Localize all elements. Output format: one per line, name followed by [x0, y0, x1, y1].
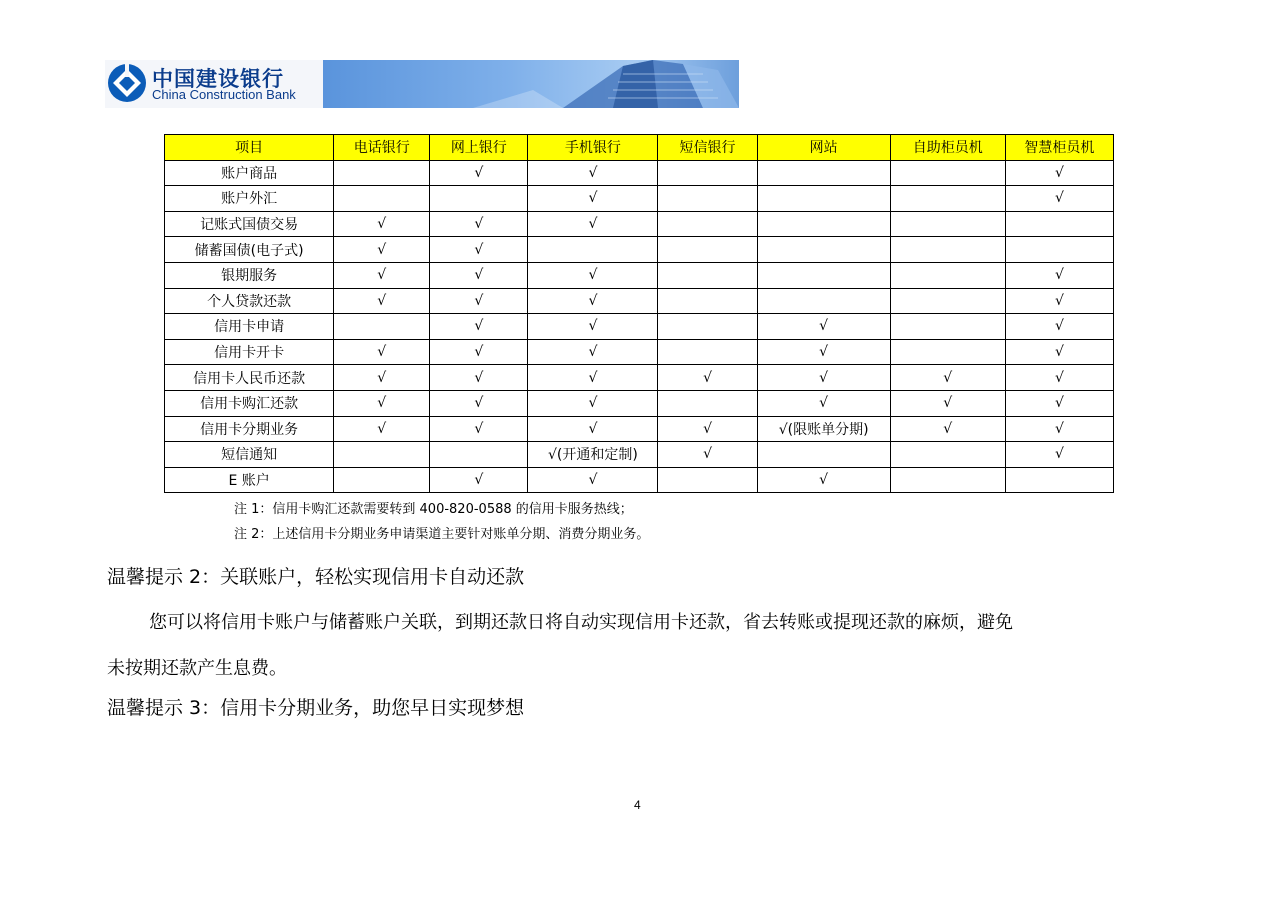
channel-cell: √ [430, 416, 528, 442]
channel-cell: √ [430, 390, 528, 416]
row-label-cell: 短信通知 [165, 442, 334, 468]
column-header: 智慧柜员机 [1005, 135, 1113, 161]
row-label-cell: 银期服务 [165, 262, 334, 288]
channel-cell: √ [528, 186, 658, 212]
channel-cell: √ [528, 390, 658, 416]
channel-cell [334, 442, 430, 468]
table-row [165, 262, 1114, 288]
page-number: 4 [634, 798, 641, 812]
channel-cell: √ [528, 339, 658, 365]
channel-cell: √ [890, 416, 1005, 442]
channel-cell [658, 288, 757, 314]
channel-cell: √ [1005, 262, 1113, 288]
channel-cell: √ [528, 211, 658, 237]
row-label-cell: 账户商品 [165, 160, 334, 186]
channel-cell [757, 262, 890, 288]
column-header: 手机银行 [528, 135, 658, 161]
channel-cell [658, 314, 757, 340]
row-label-cell: E 账户 [165, 467, 334, 493]
table-row [165, 160, 1114, 186]
channel-cell [757, 211, 890, 237]
column-header: 短信银行 [658, 135, 757, 161]
channel-cell: √ [528, 365, 658, 391]
channel-cell: √ [757, 467, 890, 493]
channel-cell [658, 237, 757, 263]
channel-cell [658, 186, 757, 212]
channel-cell: √ [528, 288, 658, 314]
channel-cell: √ [658, 442, 757, 468]
channel-cell [757, 237, 890, 263]
logo-chinese-name: 中国建设银行 [152, 67, 284, 91]
column-header: 电话银行 [334, 135, 430, 161]
channel-cell: √ [1005, 365, 1113, 391]
channel-cell [890, 186, 1005, 212]
table-row [165, 442, 1114, 468]
tip-2-paragraph-line-1: 您可以将信用卡账户与储蓄账户关联，到期还款日将自动实现信用卡还款，省去转账或提现还款的麻烦，避免 [149, 612, 1013, 633]
header-banner [105, 60, 739, 108]
column-header: 网站 [757, 135, 890, 161]
table-row [165, 416, 1114, 442]
channel-cell: √ [890, 390, 1005, 416]
channel-cell [334, 160, 430, 186]
row-label-cell: 信用卡人民币还款 [165, 365, 334, 391]
channel-cell [1005, 467, 1113, 493]
table-row [165, 288, 1114, 314]
channel-cell: √ [430, 339, 528, 365]
channel-cell: √ [430, 262, 528, 288]
row-label-cell: 记账式国债交易 [165, 211, 334, 237]
table-row [165, 314, 1114, 340]
channel-cell [430, 186, 528, 212]
bank-logo [105, 60, 323, 108]
table-row [165, 237, 1114, 263]
channel-cell [890, 237, 1005, 263]
channel-cell [1005, 237, 1113, 263]
row-label-cell: 信用卡购汇还款 [165, 390, 334, 416]
channel-cell: √ [528, 314, 658, 340]
channel-cell [890, 339, 1005, 365]
service-channel-table [164, 134, 1114, 493]
channel-cell [757, 160, 890, 186]
channel-cell: √ [1005, 186, 1113, 212]
channel-cell [1005, 211, 1113, 237]
channel-cell: √ [334, 390, 430, 416]
channel-cell [890, 211, 1005, 237]
channel-cell [334, 467, 430, 493]
channel-cell: √ [1005, 442, 1113, 468]
tip-2-paragraph-line-2: 未按期还款产生息费。 [107, 658, 287, 679]
channel-cell: √ [528, 416, 658, 442]
channel-cell: √ [1005, 339, 1113, 365]
channel-cell: √ [430, 365, 528, 391]
channel-cell: √ [528, 262, 658, 288]
channel-cell: √ [334, 262, 430, 288]
channel-cell: √ [757, 314, 890, 340]
channel-cell: √ [757, 365, 890, 391]
channel-cell [658, 262, 757, 288]
channel-cell [658, 390, 757, 416]
channel-cell [890, 262, 1005, 288]
table-row [165, 467, 1114, 493]
table-note-2: 注 2：上述信用卡分期业务申请渠道主要针对账单分期、消费分期业务。 [234, 527, 650, 542]
table-row [165, 186, 1114, 212]
channel-cell [430, 442, 528, 468]
channel-cell: √ [334, 416, 430, 442]
channel-cell: √ [658, 416, 757, 442]
channel-cell [658, 467, 757, 493]
row-label-cell: 信用卡申请 [165, 314, 334, 340]
channel-cell: √ [334, 339, 430, 365]
channel-cell [334, 314, 430, 340]
channel-cell [658, 160, 757, 186]
channel-cell: √ [430, 160, 528, 186]
channel-cell: √ [1005, 160, 1113, 186]
channel-cell: √ [334, 211, 430, 237]
channel-cell: √ [430, 288, 528, 314]
table-header-row [165, 135, 1114, 161]
channel-cell [890, 160, 1005, 186]
row-label-cell: 账户外汇 [165, 186, 334, 212]
channel-cell: √ [430, 237, 528, 263]
channel-cell: √ [430, 467, 528, 493]
tip-2-title: 温馨提示 2：关联账户，轻松实现信用卡自动还款 [107, 566, 525, 588]
channel-cell: √ [890, 365, 1005, 391]
channel-cell [890, 467, 1005, 493]
channel-cell [890, 442, 1005, 468]
channel-cell: √(开通和定制) [528, 442, 658, 468]
channel-cell: √ [334, 365, 430, 391]
building-graphic [323, 60, 739, 108]
channel-cell: √ [658, 365, 757, 391]
channel-cell: √ [1005, 390, 1113, 416]
channel-cell [890, 314, 1005, 340]
ccb-logo-icon [107, 63, 147, 103]
row-label-cell: 储蓄国债(电子式) [165, 237, 334, 263]
channel-cell [658, 339, 757, 365]
channel-cell: √ [528, 160, 658, 186]
channel-cell [757, 442, 890, 468]
channel-cell: √ [430, 211, 528, 237]
table-row [165, 365, 1114, 391]
column-header: 自助柜员机 [890, 135, 1005, 161]
column-header: 项目 [165, 135, 334, 161]
row-label-cell: 个人贷款还款 [165, 288, 334, 314]
channel-cell [757, 288, 890, 314]
channel-cell: √ [528, 467, 658, 493]
table-row [165, 211, 1114, 237]
channel-cell [658, 211, 757, 237]
channel-cell: √ [1005, 288, 1113, 314]
row-label-cell: 信用卡开卡 [165, 339, 334, 365]
channel-cell: √ [757, 339, 890, 365]
row-label-cell: 信用卡分期业务 [165, 416, 334, 442]
logo-english-name: China Construction Bank [152, 87, 296, 102]
channel-cell [528, 237, 658, 263]
column-header: 网上银行 [430, 135, 528, 161]
channel-cell: √ [1005, 314, 1113, 340]
table-row [165, 339, 1114, 365]
channel-cell: √ [430, 314, 528, 340]
channel-cell: √ [1005, 416, 1113, 442]
channel-cell: √(限账单分期) [757, 416, 890, 442]
table-note-1: 注 1：信用卡购汇还款需要转到 400-820-0588 的信用卡服务热线； [234, 502, 633, 517]
channel-cell [334, 186, 430, 212]
banner-building-image [323, 60, 739, 108]
table-row [165, 390, 1114, 416]
tip-3-title: 温馨提示 3：信用卡分期业务，助您早日实现梦想 [107, 697, 525, 719]
channel-cell: √ [757, 390, 890, 416]
channel-cell: √ [334, 288, 430, 314]
channel-cell [757, 186, 890, 212]
channel-cell [890, 288, 1005, 314]
channel-cell: √ [334, 237, 430, 263]
